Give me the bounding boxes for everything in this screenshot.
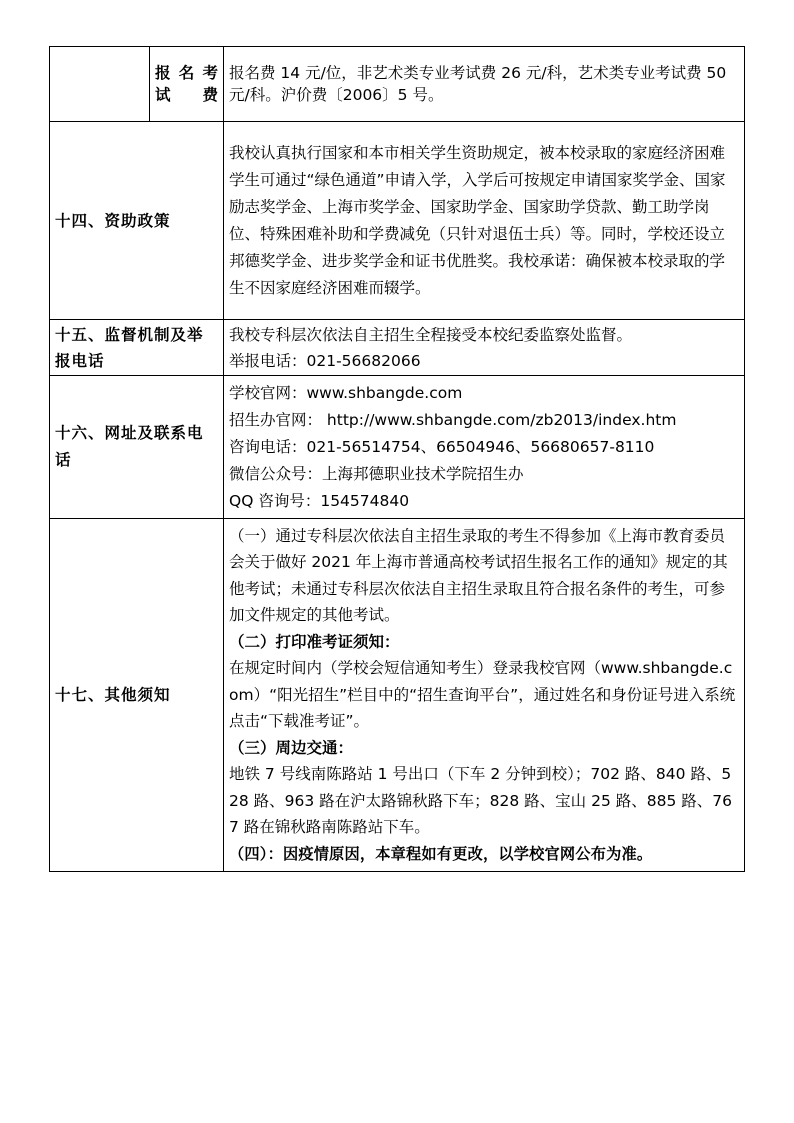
- fee-text: 报名费 14 元/位，非艺术类专业考试费 26 元/科，艺术类专业考试费 50 元/科。沪价费〔2006〕5 号。: [224, 47, 745, 122]
- section-14-row: [50, 122, 745, 320]
- section-15-row: [50, 320, 745, 376]
- section-14-text: 我校认真执行国家和本市相关学生资助规定，被本校录取的家庭经济困难学生可通过“绿色通道”申请入学，入学后可按规定申请国家奖学金、国家励志奖学金、上海市奖学金、国家助学金、国家助学贷款、勤工助学岗位、特殊困难补助和学费减免（只针对退伍士兵）等。同时，学校还设立邦德奖学金、进步奖学金和证书优胜奖。我校承诺：确保被本校录取的学生不因家庭经济困难而辍学。: [224, 122, 745, 320]
- notice-1: （一）通过专科层次依法自主招生录取的考生不得参加《上海市教育委员会关于做好 2021 年上海市普通高校考试招生报名工作的通知》规定的其他考试；未通过专科层次依法自主招生录取且符合报名条件的考生，可参加文件规定的其他考试。: [229, 526, 728, 625]
- section-14-title: 十四、资助政策: [50, 122, 224, 320]
- report-phone: 举报电话：021-56682066: [229, 351, 421, 370]
- fee-row-blank-cell: [50, 47, 150, 122]
- section-15-content: [224, 320, 745, 376]
- section-17-content: [224, 519, 745, 872]
- notice-2: 在规定时间内（学校会短信通知考生）登录我校官网（www.shbangde.com）“阳光招生”栏目中的“招生查询平台”，通过姓名和身份证号进入系统点击“下载准考证”。: [229, 659, 736, 731]
- consult-phone: 咨询电话：021-56514754、66504946、56680657-8110: [229, 437, 655, 456]
- qq-number: QQ 咨询号：154574840: [229, 491, 410, 510]
- section-15-title: 十五、监督机制及举报电话: [50, 320, 224, 376]
- notice-3: 地铁 7 号线南陈路站 1 号出口（下车 2 分钟到校）；702 路、840 路、528 路、963 路在沪太路锦秋路下车；828 路、宝山 25 路、885 路、767 路在锦秋路南陈路站下车。: [229, 765, 732, 837]
- fee-label-line2: 试 费: [155, 86, 218, 104]
- admissions-website: 招生办官网： http://www.shbangde.com/zb2013/index.htm: [229, 410, 677, 429]
- school-website: 学校官网：www.shbangde.com: [229, 383, 463, 402]
- notice-2-heading: （二）打印准考证须知：: [229, 632, 400, 651]
- notice-4: （四）：因疫情原因，本章程如有更改，以学校官网公布为准。: [229, 844, 653, 863]
- section-16-title: 十六、网址及联系电话: [50, 376, 224, 519]
- section-15-line1: 我校专科层次依法自主招生全程接受本校纪委监察处监督。: [229, 325, 633, 344]
- fee-row: [50, 47, 745, 122]
- section-17-row: [50, 519, 745, 872]
- wechat-account: 微信公众号：上海邦德职业技术学院招生办: [229, 464, 524, 483]
- section-16-content: [224, 376, 745, 519]
- admissions-table: [49, 46, 745, 872]
- fee-label: [150, 47, 224, 122]
- fee-label-line1: 报名考: [155, 64, 218, 82]
- section-16-row: [50, 376, 745, 519]
- section-17-title: 十七、其他须知: [50, 519, 224, 872]
- notice-3-heading: （三）周边交通：: [229, 738, 354, 757]
